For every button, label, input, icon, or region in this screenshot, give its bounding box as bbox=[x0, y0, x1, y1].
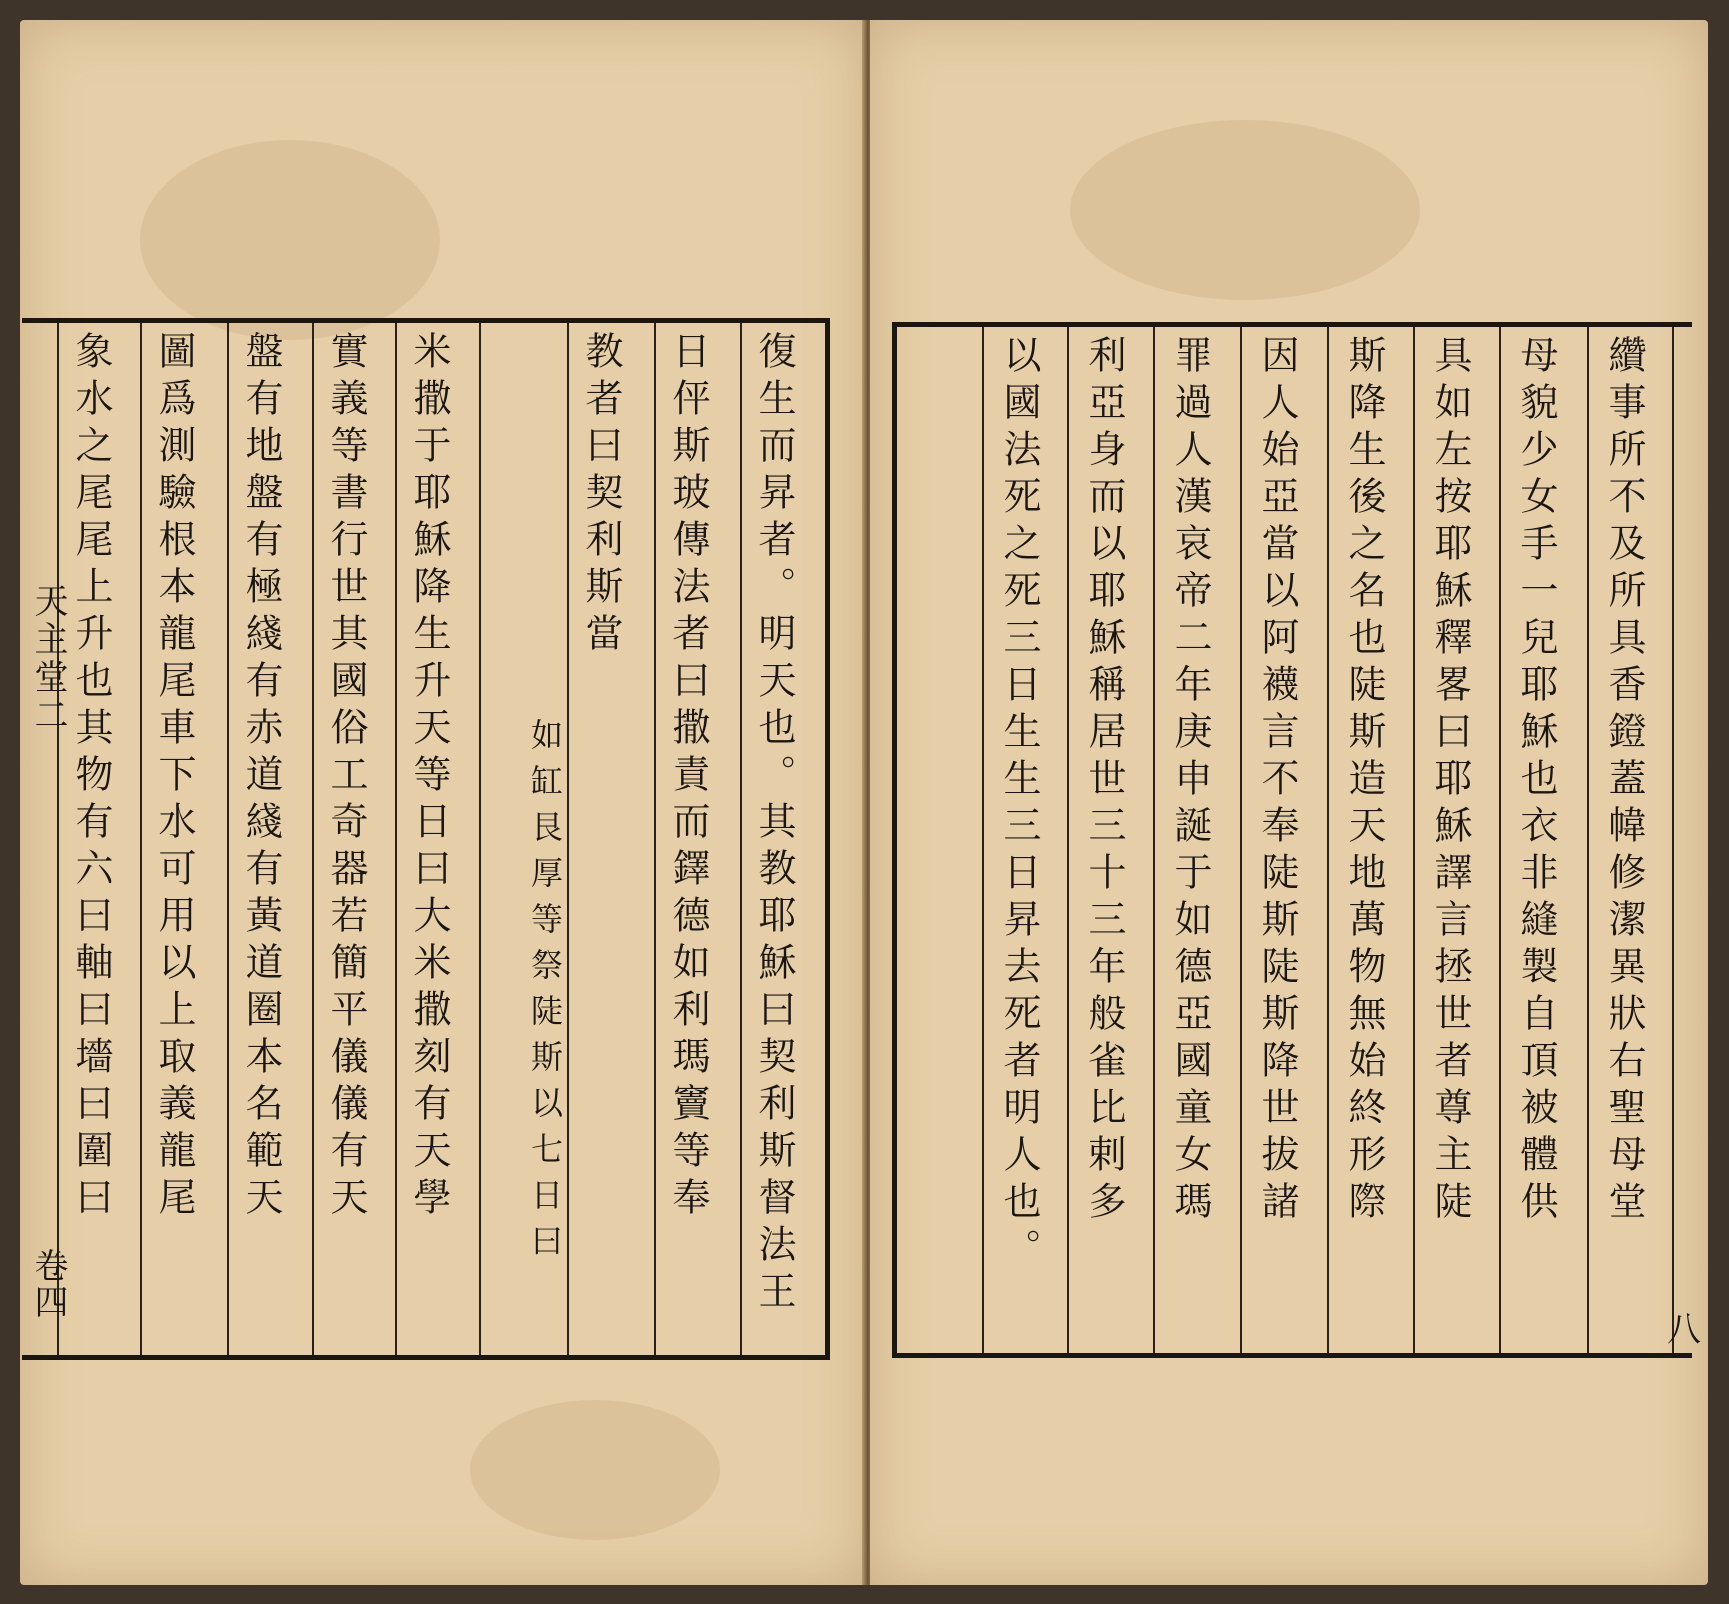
text-column-2: 母貌少女手一兒耶穌也衣非縫製自頂被體供 bbox=[1514, 335, 1558, 1228]
gloss-note: 如缸艮厚等祭陡斯以七日曰 bbox=[526, 718, 564, 1270]
column-rule bbox=[982, 327, 984, 1353]
column-rule bbox=[1240, 327, 1242, 1353]
right-page bbox=[870, 20, 1708, 1585]
text-column-4: 米撒于耶穌降生升天等日曰大米撒刻有天學 bbox=[407, 331, 451, 1224]
column-rule bbox=[1327, 327, 1329, 1353]
column-rule bbox=[140, 323, 142, 1355]
margin-title: 天主堂二 bbox=[28, 583, 68, 735]
column-rule bbox=[1067, 327, 1069, 1353]
text-column-6: 罪過人漢哀帝二年庚申誕于如德亞國童女瑪 bbox=[1168, 335, 1212, 1228]
paper-stain bbox=[1070, 120, 1420, 300]
text-column-1: 纘事所不及所具香鐙蓋幃修潔異狀右聖母堂 bbox=[1602, 335, 1646, 1228]
column-rule bbox=[1499, 327, 1501, 1353]
text-column-8: 以國法死之死三日生生三日昇去死者明人也。 bbox=[997, 335, 1041, 1275]
paper-stain bbox=[140, 140, 440, 340]
right-text-frame bbox=[892, 322, 1701, 1358]
margin-juan: 卷四 bbox=[28, 1248, 68, 1320]
text-column-8: 象水之尾尾上升也其物有六曰軸曰墻曰圍曰 bbox=[69, 331, 113, 1224]
column-rule bbox=[740, 323, 742, 1355]
column-rule bbox=[227, 323, 229, 1355]
column-rule bbox=[479, 323, 481, 1355]
folio-number: 八 bbox=[1667, 1310, 1701, 1350]
paper-stain bbox=[470, 1400, 720, 1540]
column-rule bbox=[57, 323, 59, 1355]
text-column-6: 盤有地盤有極綫有赤道綫有黃道圈本名範天 bbox=[239, 331, 283, 1224]
column-rule bbox=[395, 323, 397, 1355]
text-column-4: 斯降生後之名也陡斯造天地萬物無始終形際 bbox=[1342, 335, 1386, 1228]
text-column-3: 教者曰契利斯當 bbox=[579, 331, 623, 660]
left-page bbox=[20, 20, 865, 1585]
left-text-frame bbox=[22, 318, 830, 1360]
text-column-7: 圖爲測驗根本龍尾車下水可用以上取義龍尾 bbox=[152, 331, 196, 1224]
text-column-3: 具如左按耶穌釋畧曰耶穌譯言拯世者尊主陡 bbox=[1428, 335, 1472, 1228]
text-column-5: 因人始亞當以阿襪言不奉陡斯陡斯降世拔諸 bbox=[1255, 335, 1299, 1228]
column-rule bbox=[1413, 327, 1415, 1353]
column-rule bbox=[654, 323, 656, 1355]
column-rule bbox=[1672, 327, 1674, 1353]
text-column-1: 復生而昇者。明天也。其教耶穌曰契利斯督法王 bbox=[752, 331, 796, 1318]
column-rule bbox=[312, 323, 314, 1355]
column-rule bbox=[1153, 327, 1155, 1353]
text-column-2: 日伻斯玻傳法者曰撒責而鐸德如利瑪竇等奉 bbox=[666, 331, 710, 1224]
column-rule bbox=[1587, 327, 1589, 1353]
text-column-7: 利亞身而以耶穌稱居世三十三年般雀比剌多 bbox=[1082, 335, 1126, 1228]
text-column-5: 實義等書行世其國俗工奇器若簡平儀儀有天 bbox=[324, 331, 368, 1224]
